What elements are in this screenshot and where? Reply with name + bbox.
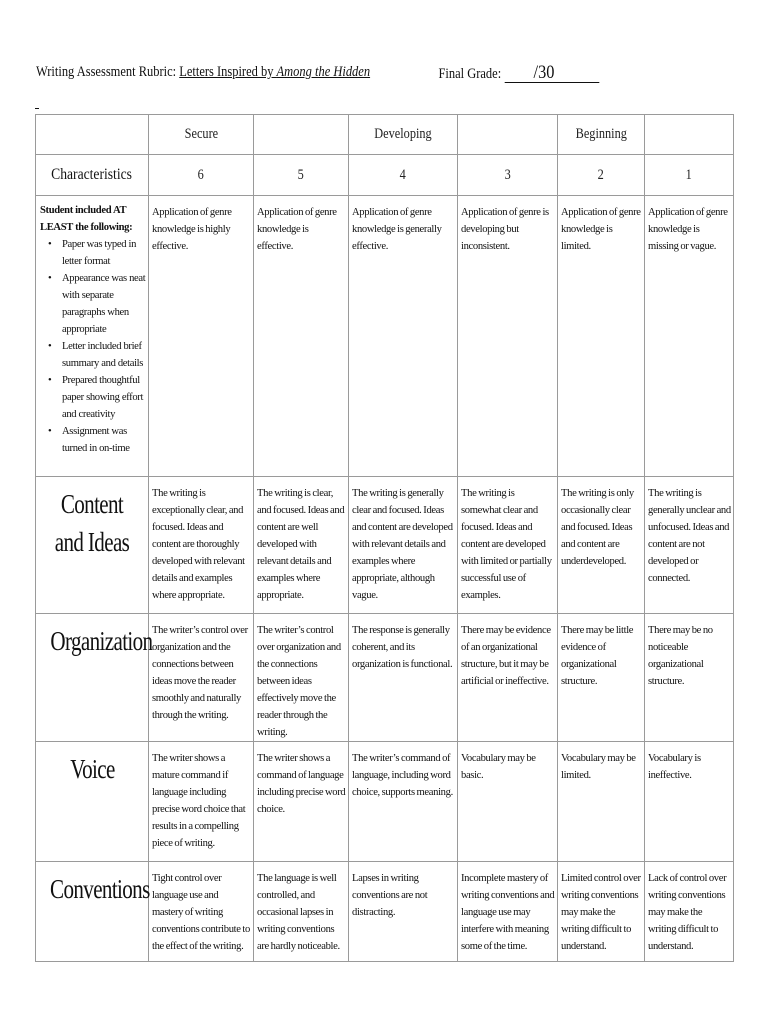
row-label-text: Voice: [69, 754, 115, 784]
level-developing-label: Developing: [374, 126, 432, 142]
row-label-text: Content and Ideas: [54, 489, 130, 557]
descriptor-text: There may be no noticeable organizational structure.: [648, 625, 713, 687]
requirement-item: [48, 372, 146, 423]
descriptor-text: Incomplete mastery of writing conventions and language use may interfere with meaning some of the time.: [461, 873, 555, 952]
descriptor-cell: [645, 477, 734, 614]
row-label-cell: [36, 477, 149, 614]
requirements-descriptor-2: [558, 196, 645, 477]
descriptor-cell: [254, 614, 349, 742]
level-blank-3: [458, 115, 558, 155]
title-underlined-prefix: Letters Inspired by: [179, 64, 277, 80]
descriptor-text: Application of genre knowledge is highly effective.: [152, 207, 232, 252]
score-label: 2: [597, 166, 605, 183]
descriptor-cell: [645, 614, 734, 742]
descriptor-text: Limited control over writing conventions may make the writing difficult to understand.: [561, 873, 641, 952]
descriptor-cell: [558, 742, 645, 862]
descriptor-text: The response is generally coherent, and its organization is functional.: [352, 625, 453, 670]
row-label-text: Conventions: [50, 874, 150, 904]
level-header-blank: [36, 115, 149, 155]
descriptor-text: The writer’s command of language, including word choice, supports meaning.: [352, 753, 453, 798]
descriptor-cell: [458, 862, 558, 962]
descriptor-text: Vocabulary may be basic.: [461, 753, 536, 781]
level-header-row: [36, 115, 734, 155]
descriptor-cell: [645, 742, 734, 862]
descriptor-cell: [349, 742, 458, 862]
score-label: 3: [504, 166, 511, 183]
descriptor-text: The language is well controlled, and occasional lapses in writing conventions are hardly noticeable.: [257, 873, 340, 952]
score-1: [645, 155, 734, 196]
organization-row: [36, 614, 734, 742]
descriptor-cell: [149, 742, 254, 862]
level-secure-label: Secure: [184, 126, 218, 142]
score-label: 6: [197, 166, 205, 183]
descriptor-cell: [149, 477, 254, 614]
score-2: [558, 155, 645, 196]
score-3: [458, 155, 558, 196]
book-title: Among the Hidden: [276, 64, 371, 80]
descriptor-cell: [349, 477, 458, 614]
descriptor-text: The writing is exceptionally clear, and focused. Ideas and content are thoroughly developed with relevant details and examples where appropriate.: [152, 488, 245, 601]
descriptor-text: The writing is generally unclear and unfocused. Ideas and content are not developed or connected.: [648, 488, 731, 584]
descriptor-cell: [149, 862, 254, 962]
level-blank-1: [645, 115, 734, 155]
requirements-descriptor-3: [458, 196, 558, 477]
title-prefix: Writing Assessment Rubric:: [36, 64, 180, 80]
level-developing: [349, 115, 458, 155]
descriptor-text: The writer shows a command of language including precise word choice.: [257, 753, 346, 815]
requirements-descriptor-5: [254, 196, 349, 477]
descriptor-text: The writer shows a mature command if language including precise word choice that results in a compelling piece of writing.: [152, 753, 246, 849]
requirements-list: [36, 196, 148, 457]
row-label: [36, 477, 148, 561]
descriptor-text: Lapses in writing conventions are not distracting.: [352, 873, 428, 918]
descriptor-text: Application of genre knowledge is limited.: [561, 207, 641, 252]
requirement-text: Appearance was neat with separate paragraphs when appropriate: [62, 273, 146, 335]
descriptor-cell: [558, 614, 645, 742]
descriptor-cell: [558, 862, 645, 962]
descriptor-text: Tight control over language use and mastery of writing conventions contribute to the effect of the writing.: [152, 873, 250, 952]
requirement-item: [48, 423, 146, 457]
descriptor-text: The writing is clear, and focused. Ideas and content are well developed with relevant details and examples where appropriate.: [257, 488, 345, 601]
row-label-cell: [36, 614, 153, 742]
descriptor-cell: [645, 862, 734, 962]
bullet-icon: •: [48, 239, 52, 250]
descriptor-text: Vocabulary is ineffective.: [648, 753, 701, 781]
score-4: [349, 155, 458, 196]
descriptor-cell: [149, 614, 254, 742]
score-6: [149, 155, 254, 196]
level-secure: [149, 115, 254, 155]
descriptor-cell: [558, 477, 645, 614]
conventions-row: [36, 862, 734, 962]
requirement-item: [48, 236, 146, 270]
bullet-icon: •: [48, 426, 52, 437]
characteristics-label: Characteristics: [51, 166, 133, 183]
final-grade: [438, 64, 598, 83]
requirements-title: Student included AT LEAST the following:: [40, 205, 133, 233]
requirements-cell: [36, 196, 149, 477]
score-label: 4: [399, 166, 407, 183]
level-blank-5: [254, 115, 349, 155]
descriptor-text: Vocabulary may be limited.: [561, 753, 636, 781]
bullet-icon: •: [48, 273, 52, 284]
bullet-icon: •: [48, 375, 52, 386]
rubric-title: [36, 64, 370, 81]
level-beginning-label: Beginning: [575, 126, 627, 142]
stray-mark: [35, 108, 39, 109]
requirement-text: Paper was typed in letter format: [62, 239, 137, 267]
descriptor-cell: [254, 477, 349, 614]
requirements-descriptor-4: [349, 196, 458, 477]
descriptor-text: The writing is generally clear and focused. Ideas and content are developed with relevant details and examples where appropriate, although vague.: [352, 488, 453, 601]
bullet-icon: •: [48, 341, 52, 352]
descriptor-text: Application of genre knowledge is generally effective.: [352, 207, 442, 252]
rubric-table: [35, 114, 734, 962]
descriptor-text: The writing is somewhat clear and focused. Ideas and content are developed with limited or partially successful use of examples.: [461, 488, 552, 601]
content-ideas-row: [36, 477, 734, 614]
descriptor-text: There may be evidence of an organizational structure, but it may be artificial or ineffective.: [461, 625, 551, 687]
requirements-row: [36, 196, 734, 477]
descriptor-cell: [254, 742, 349, 862]
final-grade-value: /30: [504, 64, 599, 83]
descriptor-text: The writer’s control over organization and the connections between ideas move the reader smoothly and naturally through the writing.: [152, 625, 248, 721]
descriptor-cell: [349, 862, 458, 962]
requirement-text: Assignment was turned in on-time: [62, 426, 130, 454]
requirements-items: [40, 236, 146, 457]
row-label-cell: [36, 742, 149, 862]
level-beginning: [558, 115, 645, 155]
descriptor-cell: [254, 862, 349, 962]
descriptor-text: The writing is only occasionally clear and focused. Ideas and content are underdeveloped.: [561, 488, 634, 567]
rubric-header: [36, 64, 638, 94]
requirement-text: Prepared thoughtful paper showing effort and creativity: [62, 375, 144, 420]
title-underlined: [179, 64, 370, 80]
row-label-text: Organization: [50, 626, 153, 656]
descriptor-text: Application of genre is developing but inconsistent.: [461, 207, 549, 252]
score-label: 1: [685, 166, 693, 183]
descriptor-cell: [458, 742, 558, 862]
descriptor-text: Lack of control over writing conventions may make the writing difficult to understand.: [648, 873, 727, 952]
descriptor-cell: [458, 614, 558, 742]
score-header-row: [36, 155, 734, 196]
final-grade-label: Final Grade:: [438, 66, 502, 82]
row-label-cell: [36, 862, 149, 962]
requirements-descriptor-6: [149, 196, 254, 477]
row-label: [36, 614, 153, 660]
row-label: [36, 862, 148, 908]
descriptor-text: The writer’s control over organization and the connections between ideas effectively move the reader through the writing.: [257, 625, 341, 738]
score-label: 5: [297, 166, 305, 183]
descriptor-text: Application of genre knowledge is missing or vague.: [648, 207, 728, 252]
requirement-item: [48, 270, 146, 338]
descriptor-text: Application of genre knowledge is effective.: [257, 207, 337, 252]
descriptor-cell: [349, 614, 458, 742]
row-label: [36, 742, 148, 788]
requirement-item: [48, 338, 146, 372]
requirement-text: Letter included brief summary and details: [62, 341, 144, 369]
score-5: [254, 155, 349, 196]
descriptor-text: There may be little evidence of organizational structure.: [561, 625, 634, 687]
characteristics-header: [36, 155, 149, 196]
descriptor-cell: [458, 477, 558, 614]
requirements-descriptor-1: [645, 196, 734, 477]
voice-row: [36, 742, 734, 862]
